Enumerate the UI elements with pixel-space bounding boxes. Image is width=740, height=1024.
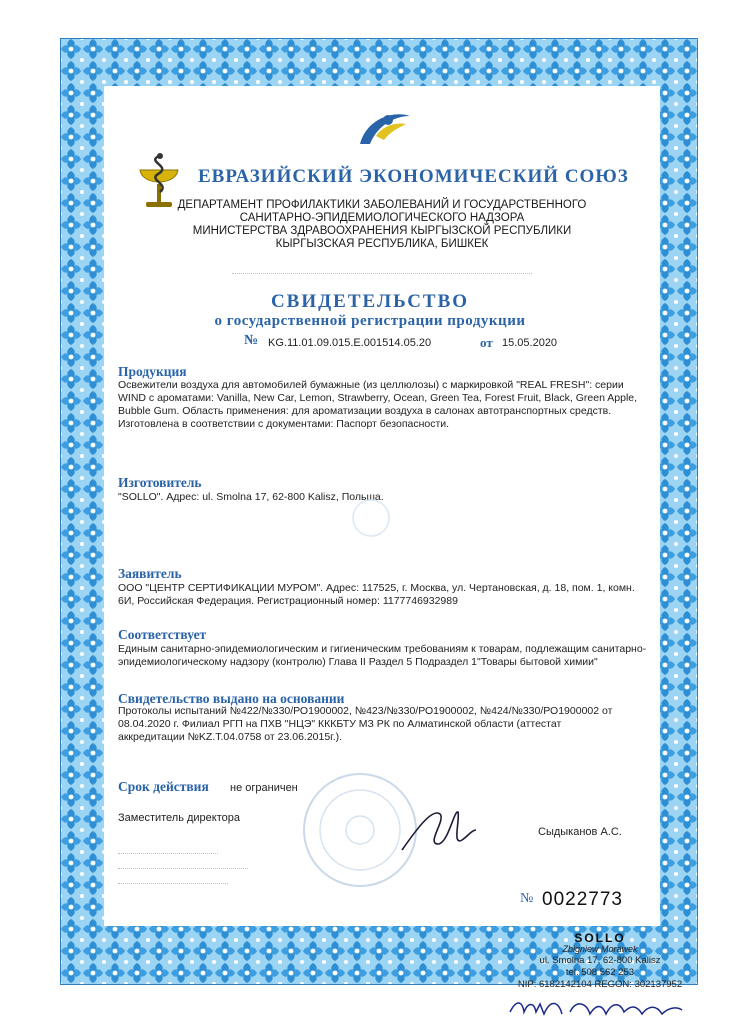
manufacturer-heading: Изготовитель xyxy=(118,475,202,490)
handwritten-name-signature xyxy=(506,992,686,1022)
product-heading: Продукция xyxy=(118,364,187,379)
registration-number: KG.11.01.09.015.Е.001514.05.20 xyxy=(268,337,432,349)
date-label: от xyxy=(480,335,493,350)
issue-date: 15.05.2020 xyxy=(502,337,558,349)
form-number-label: № xyxy=(520,891,534,906)
micro-print-left-3 xyxy=(118,883,228,884)
watermark-emblem xyxy=(346,496,396,540)
handwritten-signature xyxy=(396,800,480,860)
basis-text: Протоколы испытаний №422/№330/РО1900002, №423/№330/РО1900002, №424/№330/РО1900002 от 08.04.2020 г. Филиал РГП на ПХВ "НЦЭ" КККБТУ МЗ РК по Алматинской области (аттестат аккредитации №KZ.Т.04.0758 от 23.06.2015г.). xyxy=(118,705,613,743)
deputy-director-label: Заместитель директора xyxy=(118,812,240,824)
certificate-subtitle: о государственной регистрации продукции xyxy=(214,313,526,329)
applicant-heading: Заявитель xyxy=(118,566,182,581)
stamp-company: SOLLO xyxy=(574,931,626,945)
complies-heading: Соответствует xyxy=(118,627,207,642)
applicant-text: ООО "ЦЕНТР СЕРТИФИКАЦИИ МУРОМ". Адрес: 117525, г. Москва, ул. Чертановская, д. 18, пом. 1, комн. 6И, Российская Федерация. Регистрационный номер: 1177746932989 xyxy=(118,582,635,607)
director-name: Сыдыканов А.С. xyxy=(538,826,622,838)
department-line-2: САНИТАРНО-ЭПИДЕМИОЛОГИЧЕСКОГО НАДЗОРА xyxy=(239,212,525,224)
product-text: Освежители воздуха для автомобилей бумажные (из целлюлозы) с маркировкой "REAL FRESH": серии WIND с ароматами: Vanilla, New Car, Lemon, Strawberry, Ocean, Green Tea, Forest Fruit, Black, Green Apple, Bubble Gum. Область применения: для ароматизации воздуха в салонах автотранспортных средств. Изготовлена в соответствии с документами: Паспорт безопасности. xyxy=(118,379,638,430)
validity-heading: Срок действия xyxy=(118,779,209,794)
stamp-nip-regon: NIP: 6182142104 REGON: 302137952 xyxy=(517,979,683,990)
department-line-1: ДЕПАРТАМЕНТ ПРОФИЛАКТИКИ ЗАБОЛЕВАНИЙ И ГОСУДАРСТВЕННОГО xyxy=(177,199,587,211)
stamp-owner: Zbigniew Morawek xyxy=(562,944,638,954)
certificate-title: СВИДЕТЕЛЬСТВО xyxy=(270,291,470,312)
department-line-4: КЫРГЫЗСКАЯ РЕСПУБЛИКА, БИШКЕК xyxy=(275,238,489,250)
stamp-address: ul. Smolna 17, 62-800 Kalisz xyxy=(539,955,661,966)
micro-print-line xyxy=(232,273,532,275)
stamp-phone: tel. 508 562 253 xyxy=(565,967,635,978)
micro-print-left-2 xyxy=(118,868,248,869)
form-number: 0022773 xyxy=(542,889,623,910)
basis-heading: Свидетельство выдано на основании xyxy=(118,691,345,706)
complies-text: Единым санитарно-эпидемиологическим и гигиеническим требованиям к товарам, подлежащим санитарно-эпидемиологическому надзору (контролю) Глава II Раздел 5 Подраздел 1"Товары бытовой химии" xyxy=(118,643,647,668)
number-label: № xyxy=(244,333,259,348)
micro-print-left-1 xyxy=(118,853,218,854)
validity-text: не ограничен xyxy=(230,782,298,794)
eaeu-logo-icon xyxy=(352,106,414,150)
manufacturer-text: "SOLLO". Адрес: ul. Smolna 17, 62-800 Kalisz, Польша. xyxy=(118,491,384,503)
department-line-3: МИНИСТЕРСТВА ЗДРАВООХРАНЕНИЯ КЫРГЫЗСКОЙ РЕСПУБЛИКИ xyxy=(192,225,572,237)
union-title: ЕВРАЗИЙСКИЙ ЭКОНОМИЧЕСКИЙ СОЮЗ xyxy=(198,166,629,187)
